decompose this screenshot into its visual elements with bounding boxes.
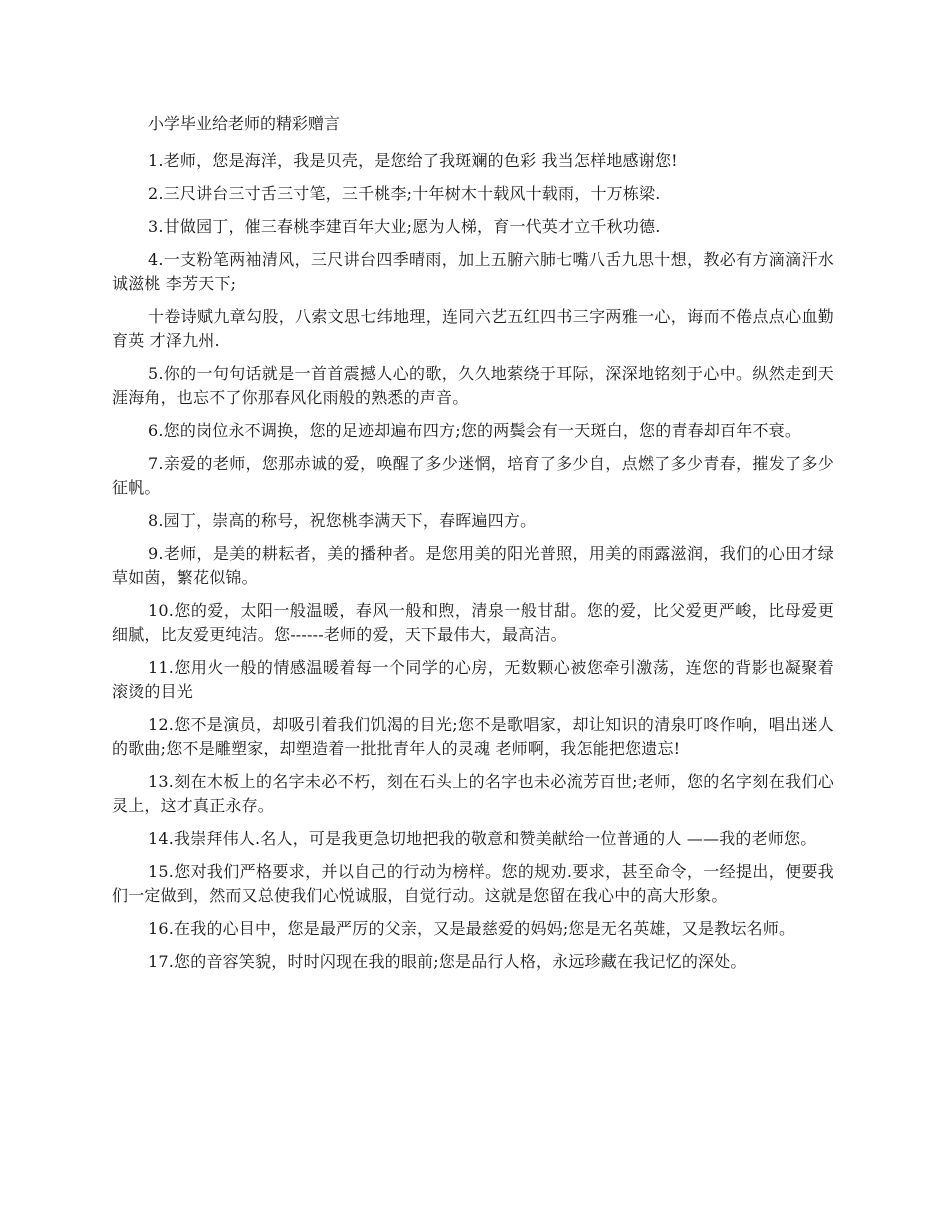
paragraph: 4.一支粉笔两袖清风，三尺讲台四季晴雨，加上五腑六肺七嘴八舌九思十想，教必有方滴滴汗水诚滋桃 李芳天下; [112,250,834,293]
paragraph: 16.在我的心目中，您是最严厉的父亲，又是最慈爱的妈妈;您是无名英雄，又是教坛名师。 [148,919,796,938]
document-page [112,112,834,983]
paragraph: 3.甘做园丁，催三春桃李建百年大业;愿为人梯，育一代英才立千秋功德. [148,217,661,236]
paragraph: 6.您的岗位永不调换，您的足迹却遍布四方;您的两鬓会有一天斑白，您的青春却百年不衰。 [148,421,802,440]
paragraph: 10.您的爱，太阳一般温暖，春风一般和煦，清泉一般甘甜。您的爱，比父爱更严峻，比母爱更细腻，比友爱更纯洁。您------老师的爱，天下最伟大，最高洁。 [112,601,834,644]
paragraph-list [112,149,834,974]
paragraph: 十卷诗赋九章勾股，八索文思七纬地理，连同六艺五红四书三字两雅一心，诲而不倦点点心血勤育英 才泽九州. [112,307,834,350]
paragraph: 9.老师，是美的耕耘者，美的播种者。是您用美的阳光普照，用美的雨露滋润，我们的心田才绿草如茵，繁花似锦。 [112,544,834,587]
paragraph: 14.我崇拜伟人.名人，可是我更急切地把我的敬意和赞美献给一位普通的人 ——我的老师您。 [148,829,817,848]
paragraph: 8.园丁，崇高的称号，祝您桃李满天下，春晖遍四方。 [148,511,537,530]
document-title: 小学毕业给老师的精彩赠言 [148,114,341,133]
paragraph: 1.老师，您是海洋，我是贝壳，是您给了我斑斓的色彩 我当怎样地感谢您! [148,151,678,170]
paragraph: 12.您不是演员，却吸引着我们饥渴的目光;您不是歌唱家，却让知识的清泉叮咚作响，唱出迷人的歌曲;您不是雕塑家，却塑造着一批批青年人的灵魂 老师啊，我怎能把您遗忘! [112,715,834,758]
paragraph: 2.三尺讲台三寸舌三寸笔，三千桃李;十年树木十载风十载雨，十万栋梁. [148,184,661,203]
paragraph: 17.您的音容笑貌，时时闪现在我的眼前;您是品行人格，永远珍藏在我记忆的深处。 [148,952,747,971]
paragraph: 11.您用火一般的情感温暖着每一个同学的心房，无数颗心被您牵引激荡，连您的背影也凝聚着滚烫的目光 [112,658,834,701]
paragraph: 5.你的一句句话就是一首首震撼人心的歌，久久地萦绕于耳际，深深地铭刻于心中。纵然走到天涯海角，也忘不了你那春风化雨般的熟悉的声音。 [112,364,834,407]
paragraph: 7.亲爱的老师，您那赤诚的爱，唤醒了多少迷惘，培育了多少自，点燃了多少青春，摧发了多少征帆。 [112,454,834,497]
paragraph: 15.您对我们严格要求，并以自己的行动为榜样。您的规劝.要求，甚至命令，一经提出，便要我们一定做到，然而又总使我们心悦诚服，自觉行动。这就是您留在我心中的高大形象。 [112,862,834,905]
paragraph: 13.刻在木板上的名字未必不朽，刻在石头上的名字也未必流芳百世;老师，您的名字刻在我们心灵上，这才真正永存。 [112,772,834,815]
